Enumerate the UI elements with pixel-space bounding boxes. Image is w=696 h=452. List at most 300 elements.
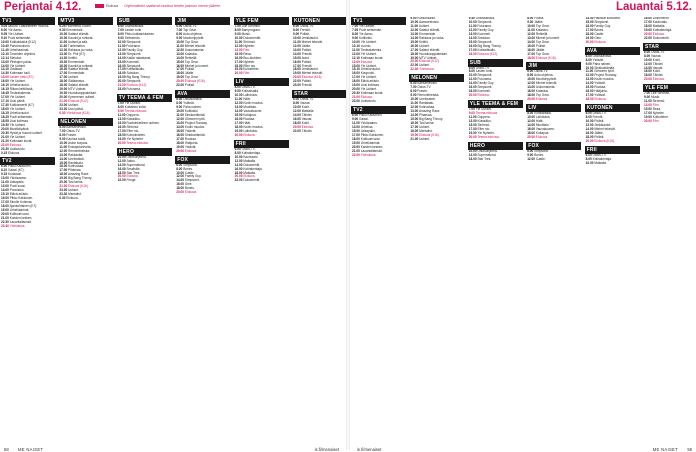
program-title: Family Guy. [477, 27, 495, 32]
program-title: Uusi kotimaa. [360, 83, 380, 88]
program-time: 9.15 [1, 172, 8, 177]
program-time: 15.00 [117, 59, 126, 64]
program-title: Salatut elämät. [419, 27, 441, 32]
program-title: Kotirakentaja. [243, 166, 263, 171]
program-title: Ostos-TV. [475, 65, 490, 70]
program-entry [468, 158, 523, 162]
program-entry [468, 136, 523, 140]
program-title: Salatut elämät. [419, 47, 441, 52]
program-title: Ykkösaamu. [360, 120, 378, 125]
program-title: Tosi tarina. [419, 120, 435, 125]
program-time: 14.00 [527, 122, 536, 127]
program-title: Ooppera. [477, 115, 491, 120]
program-time: 15.00 [410, 39, 419, 44]
program-time: 10.00 [527, 77, 536, 82]
program-time: 7.00 [117, 101, 124, 106]
program-time: 20.00 [352, 87, 360, 92]
program-title: Kulttuurivuosi. [360, 136, 381, 141]
program-time: 22.00 [410, 63, 419, 68]
program-title: Musik. [651, 95, 661, 100]
program-time: 16.00 [585, 89, 594, 94]
program-title: Uskomatonta. [184, 47, 205, 52]
program-title: Teema-elokuva. [475, 111, 498, 116]
program-title: Frendit. [301, 83, 313, 88]
program-title: Yle Uutiset. [9, 134, 26, 139]
program-title: Auto-ohjelma. [183, 31, 203, 36]
schedule-column [351, 17, 406, 429]
program-title: Frendit. [592, 115, 604, 120]
program-time: 16.00 [293, 117, 301, 122]
program-time: 18.00 [234, 124, 243, 129]
program-time: 20.00 [176, 148, 185, 153]
program-time: 13.00 [234, 47, 243, 52]
program-title: Uutiset. [419, 124, 430, 129]
program-time: 15.00 [234, 113, 243, 118]
program-title: Uutiset. [68, 188, 79, 193]
program-time: 17.00 [59, 168, 68, 173]
program-time: 11.00 [59, 39, 68, 44]
program-time: 8.00 [117, 31, 124, 36]
program-time: 12.00 [293, 43, 301, 48]
program-time: 8.00 [585, 115, 592, 120]
program-title: Top Gear. [535, 39, 550, 44]
program-time: 11.00 [234, 39, 243, 44]
program-time: 16.00 [117, 124, 126, 129]
program-time: 20.00 [59, 95, 68, 100]
program-title: Ykkösaamu. [9, 176, 27, 181]
program-time: 10.00 [176, 170, 185, 175]
program-time: 16.00 [59, 63, 68, 68]
channel-header: NELONEN [409, 74, 464, 82]
program-title: Puoli kuusi. [9, 184, 26, 189]
program-time: 16.00 [352, 71, 360, 76]
program-time: 20.00 [468, 134, 477, 139]
program-entry [468, 53, 523, 57]
program-title: Oddasat. [9, 67, 23, 72]
program-title: Ostos-TV. [592, 111, 607, 116]
program-title: Uutiset. [68, 103, 79, 108]
program-title: Lasten tunti. [475, 69, 493, 74]
program-title: Jenkkiautot. [594, 122, 612, 127]
program-time: 12.00 [234, 158, 243, 163]
program-time: 17.00 [468, 126, 477, 131]
program-time: 10.00 [117, 39, 126, 44]
program-time: 10.40 [1, 43, 9, 48]
program-title: Frasier. [66, 132, 77, 137]
program-time: 7.00 [468, 107, 475, 112]
program-title: Ostos-TV. [300, 97, 314, 102]
program-title: Miehet tekevät. [594, 126, 616, 131]
program-time: 16.00 [1, 79, 9, 84]
program-title: Dokumentär. [243, 35, 262, 40]
program-time: 9.00 [352, 35, 359, 40]
program-title: Tiedeakatemia. [360, 47, 382, 52]
program-time: 19.00 [410, 55, 419, 60]
program-title: Dokumentti. [243, 162, 261, 167]
program-title: Muotitalo. [535, 122, 550, 127]
program-title: Ostoskanava. [183, 97, 203, 102]
program-title: Big Bang Theory. [477, 43, 502, 48]
program-title: Pahoinvoinnin. [9, 43, 31, 48]
program-time: 10.00 [59, 140, 68, 145]
program-title: Uutisvuoto. [360, 99, 377, 104]
program-title: Elokuva (K16). [301, 75, 323, 80]
program-title: Vauvat. [652, 65, 664, 70]
program-title: Nyheter. [652, 111, 665, 116]
program-title: Big Bang Theory. [126, 75, 151, 80]
channel-header: LIV [234, 78, 289, 86]
program-time: 0.30 [59, 196, 66, 201]
program-title: Laihdutus. [243, 128, 258, 133]
program-title: Efter nio. [126, 128, 140, 133]
program-title: Urheilutarinat. [9, 47, 30, 52]
program-time: 15.30 [59, 59, 68, 64]
program-time: 14.10 [1, 67, 9, 72]
channel-header: FRII [234, 140, 289, 148]
program-time: 10.00 [585, 119, 594, 124]
program-time: 11.30 [59, 43, 68, 48]
program-time: 6.00 [293, 97, 300, 102]
program-title: Kotiapua. [535, 130, 550, 135]
program-title: Elävä arkisto. [9, 192, 29, 197]
program-title: Miehet tekevät. [184, 43, 207, 48]
schedule-column [0, 17, 55, 429]
program-title: Tiedeakatemia. [9, 91, 32, 96]
program-entry [526, 158, 581, 162]
program-title: Yöelokuva. [9, 223, 26, 228]
program-title: Toiveiden ohjelma. [9, 51, 36, 56]
program-title: Urheilua. [360, 124, 374, 129]
program-title: Teema-elokuva. [477, 134, 500, 139]
program-title: Lille Strömsö. [651, 91, 671, 96]
program-title: Elokuva (K16). [184, 79, 206, 84]
channel-header: AVA [585, 47, 640, 55]
program-time: 19.00 [644, 115, 652, 120]
program-entry [292, 130, 347, 134]
program-time: 7.00 [410, 85, 417, 90]
program-title: Uutisvuoto. [9, 146, 26, 151]
day-title: Lauantai 5.12. [615, 1, 692, 13]
program-title: Castle. [594, 31, 605, 36]
program-title: Yöelokuva. [360, 152, 377, 157]
program-time: 10.00 [410, 19, 419, 24]
program-time: 13.00 [352, 59, 360, 64]
program-time: 15.00 [527, 43, 536, 48]
program-title: Seitsemän. [124, 35, 141, 40]
program-title: Amazing Race. [418, 109, 441, 114]
program-time: 9.00 [234, 31, 241, 36]
program-title: Kotimaan tuuli. [9, 71, 31, 76]
program-title: Kotikokkailut (K12). [9, 39, 37, 44]
program-time: 7.00 [234, 24, 241, 28]
program-time: 14.00 [1, 188, 9, 193]
program-title: Futurama. [126, 43, 141, 48]
magazine-name: ME NAISET [18, 447, 44, 452]
channel-header: TV1 [351, 17, 406, 25]
program-time: 9.00 [59, 136, 66, 141]
program-title: Ystävät. [184, 144, 197, 149]
program-time: 16.00 [234, 117, 243, 122]
program-time: 12.00 [293, 109, 301, 114]
program-time: 22.30 [1, 219, 9, 224]
program-time: 8.10 [1, 168, 8, 173]
program-title: Tuntematon. [67, 43, 86, 48]
program-entry [117, 142, 172, 146]
program-title: Kulttuurivuosi. [9, 211, 30, 216]
program-time: 20.00 [585, 39, 594, 44]
program-time: 18.00 [585, 31, 594, 36]
channel-header: TV2 [351, 106, 406, 114]
program-time: 13.00 [293, 47, 301, 52]
program-title: Hääjuhla. [594, 89, 608, 94]
program-title: Top Gear. [535, 23, 550, 28]
program-time: 20.30 [1, 130, 9, 135]
program-time: 18.00 [410, 51, 419, 56]
program-title: Project Runway. [184, 120, 208, 125]
program-title: Galaxi (K7). [8, 168, 25, 173]
program-title: Emmerdale. [66, 27, 84, 32]
program-entry [585, 162, 640, 166]
program-time: 9.00 [352, 117, 359, 122]
program-title: Klassikko. [477, 119, 492, 124]
program-time: 20.00 [176, 190, 185, 195]
program-title: Kultainen kokki. [124, 105, 147, 110]
program-time: 6.00 [585, 111, 592, 116]
program-title: Elokuva. [477, 93, 490, 98]
program-title: Sinkkuelämää. [184, 132, 206, 137]
program-title: Ostos-TV. [417, 85, 432, 90]
program-title: Film. [652, 103, 660, 108]
program-time: 23.30 [1, 146, 9, 151]
program-title: Kotirakentaja. [241, 150, 261, 155]
program-title: Simpsonit. [126, 39, 142, 44]
program-title: Solsidan. [477, 35, 491, 40]
program-title: Hääjuhla. [184, 140, 199, 145]
program-time: 10.00 [1, 39, 9, 44]
program-time: 9.40 [468, 17, 475, 20]
program-time: 11.40 [1, 47, 9, 52]
program-time: 8.00 [234, 150, 241, 155]
program-title: Resa. [652, 107, 661, 112]
program-time: 6.00 [585, 53, 592, 58]
program-time: 18.00 [1, 203, 9, 208]
program-time: 11.00 [410, 101, 419, 106]
program-title: Ostos-TV. [66, 128, 81, 133]
program-time: 6.00 [117, 24, 124, 28]
program-time: 10.00 [410, 97, 419, 102]
left-page-header [0, 0, 345, 14]
program-title: Aamutelevisio. [66, 124, 87, 129]
program-title: Tähdet. [652, 61, 664, 66]
program-title: Vauvakuume. [535, 126, 555, 131]
program-time: 18.00 [585, 134, 594, 139]
program-title: Tähdet. [652, 73, 664, 78]
program-time: 17.10 [1, 99, 9, 104]
program-time: 13.00 [176, 120, 185, 125]
program-title: Elokuva (K16). [68, 184, 89, 189]
program-time: 20.00 [410, 59, 419, 64]
program-time: 11.00 [410, 23, 419, 28]
program-time: 15.00 [585, 85, 594, 90]
program-title: Yle Uutiset. [9, 95, 26, 100]
program-title: Tähdet. [301, 113, 313, 118]
program-time: 21.00 [1, 215, 9, 220]
program-title: Elokuva (K16). [535, 55, 557, 60]
program-time: 9.00 [410, 93, 417, 98]
channel-header: YLE FEM [643, 84, 696, 92]
program-entry [0, 225, 55, 229]
program-time: 21.00 [59, 184, 68, 189]
program-time: 22.00 [352, 152, 360, 157]
program-title: Urheiluruudut. [9, 110, 30, 115]
program-time: 12.00 [527, 119, 536, 124]
program-title: Lasten tunti. [124, 27, 142, 32]
program-entry [526, 136, 581, 140]
program-title: Dokumentti. [243, 178, 261, 183]
program-title: Ystävät. [594, 93, 606, 98]
program-title: Elokuva. [594, 97, 607, 102]
program-title: Kotiseikkailu. [126, 67, 145, 72]
program-title: Uusi päivä. [9, 99, 26, 104]
program-title: Pikku Kakkonen. [9, 196, 34, 201]
channel-header: JIM [175, 17, 230, 25]
program-title: Ystävät. [184, 128, 197, 133]
program-time: 13.00 [644, 103, 652, 108]
program-title: Elokuva (K16). [594, 138, 615, 143]
program-title: Simpsonit. [126, 51, 142, 56]
program-time: 16.00 [410, 43, 419, 48]
program-title: Poliisit. [594, 119, 605, 124]
program-time: 16.00 [117, 63, 126, 68]
program-title: Kokit. [652, 57, 661, 62]
program-time: 16.30 [59, 67, 68, 72]
program-title: Efter nio. [477, 126, 491, 131]
program-title: Matkalla. [243, 170, 256, 175]
program-time: 18.00 [59, 79, 68, 84]
program-title: Teema-elokuva. [124, 109, 147, 114]
program-time: 18.00 [234, 63, 243, 68]
program-title: Akuutti. Lääketieteen muutos. [7, 24, 50, 28]
program-title: Yöelokuva. [419, 67, 435, 72]
program-title: Auton korjaus. [67, 140, 89, 145]
program-title: Poliisit. [300, 31, 310, 36]
program-time: 19.00 [59, 176, 68, 181]
program-time: 11.00 [1, 180, 9, 185]
program-time: 16.00 [176, 132, 185, 137]
program-title: Miehet ja koneet. [535, 35, 560, 40]
program-entry [117, 88, 172, 92]
program-title: Project Runway. [594, 73, 617, 78]
program-time: 6.00 [176, 97, 183, 102]
schedule-columns [351, 17, 696, 429]
program-time: 8.00 [117, 105, 124, 110]
program-time: 19.00 [410, 132, 419, 137]
program-time: 20.00 [117, 140, 126, 145]
program-time: 9.10 [1, 35, 8, 40]
program-time: 10.00 [234, 93, 243, 98]
program-title: Moottoripyörät. [183, 35, 205, 40]
program-title: Puoli seitsemän. [359, 27, 383, 32]
program-title: Jäätie. [184, 71, 195, 76]
program-title: Smallville. [126, 166, 141, 171]
program-title: Kummeli. [477, 89, 491, 94]
program-entry [409, 138, 464, 142]
program-time: 18.00 [117, 71, 126, 76]
program-time: 21.00 [59, 99, 68, 104]
program-time: 17.00 [644, 19, 652, 24]
program-time: 18.00 [176, 186, 185, 191]
program-title: Kotimaan kuvat. [9, 138, 33, 143]
program-time: 19.30 [1, 122, 9, 127]
program-time: 15.00 [234, 51, 243, 56]
program-title: Kauniit ja rohkeat. [68, 35, 94, 40]
program-title: Dokumentti. [652, 17, 670, 20]
program-time: 10.00 [527, 115, 536, 120]
program-time: 11.00 [585, 69, 594, 74]
program-title: Elokuva. [652, 31, 665, 36]
program-title: Yle Uutiset. [7, 31, 25, 36]
program-title: Lauantaitanssit. [360, 148, 383, 153]
program-time: 9.30 [59, 27, 66, 32]
schedule-column [292, 17, 347, 429]
program-title: Simpsonit. [594, 19, 609, 24]
program-title: Elokuva. [126, 174, 139, 179]
program-time: 19.00 [293, 71, 301, 76]
program-title: Simpsonit. [477, 39, 493, 44]
program-title: Glee. [184, 182, 193, 187]
program-entry [0, 152, 55, 156]
channel-header: YLE FEM [234, 17, 289, 25]
program-time: 10.00 [468, 148, 477, 153]
program-time: 17.00 [585, 93, 594, 98]
program-time: 8.00 [176, 166, 183, 171]
program-title: Yle Uutiset. [358, 24, 376, 28]
program-time: 12.00 [468, 77, 477, 82]
program-title: Elokuva. [360, 59, 373, 64]
program-title: Glee. [594, 35, 602, 40]
program-title: Kahden kesken. [9, 215, 33, 220]
program-time: 8.00 [59, 132, 66, 137]
program-title: Retkellä. [535, 31, 549, 36]
program-title: Castle. [535, 156, 546, 161]
program-title: Kotisairaala. [241, 89, 259, 94]
program-title: Simpsonit. [184, 178, 200, 183]
program-title: Moottoripyörät. [535, 77, 557, 82]
program-title: Frasier. [417, 89, 428, 94]
program-title: Poliisit. [534, 17, 545, 20]
program-title: Amazing Race. [67, 172, 90, 177]
program-title: Kotiruokaa. [419, 105, 436, 110]
program-time: 18.00 [410, 128, 419, 133]
program-time: 9.05 [1, 31, 8, 36]
program-time: 15.00 [117, 120, 126, 125]
page-gutter [346, 0, 350, 450]
program-time: 20.30 [352, 91, 360, 96]
program-title: Elokuva. [594, 39, 607, 44]
program-title: Mentalist. [68, 192, 82, 197]
program-time: 8.00 [585, 156, 592, 161]
day-title: Perjantai 4.12. [4, 1, 82, 13]
program-time: 11.00 [59, 144, 68, 149]
program-time: 19.00 [1, 207, 9, 212]
program-title: Kulturfeber. [243, 67, 260, 72]
program-time: 10.10 [352, 43, 360, 48]
program-time: 9.00 [176, 35, 183, 40]
program-time: 19.00 [59, 87, 68, 92]
program-title: Ostosohjelma. [477, 148, 498, 153]
program-time: 6.25 [59, 24, 66, 28]
program-title: Rakkautta. [68, 152, 84, 157]
